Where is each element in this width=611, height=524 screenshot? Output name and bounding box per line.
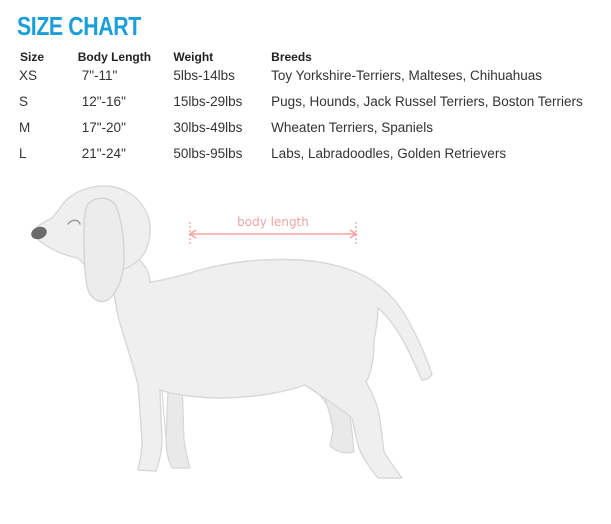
table-row [12, 146, 611, 172]
header-size: Size [20, 50, 45, 64]
cell-breeds: Toy Yorkshire-Terriers, Malteses, Chihuahuas [271, 68, 543, 83]
cell-breeds: Wheaten Terriers, Spaniels [271, 120, 434, 135]
size-chart-table [12, 46, 611, 172]
header-body-length: Body Length [77, 50, 152, 64]
cell-body-length: 7"-11" [81, 68, 118, 83]
cell-weight: 30lbs-49lbs [173, 120, 243, 135]
cell-weight: 15lbs-29lbs [173, 94, 243, 109]
header-weight: Weight [173, 50, 214, 64]
dog-silhouette-icon [0, 170, 611, 519]
table-row [12, 68, 611, 94]
cell-size: S [19, 94, 29, 109]
table-header-row [12, 46, 611, 68]
dog-illustration [0, 170, 611, 519]
table-row [12, 94, 611, 120]
cell-size: L [19, 146, 27, 161]
dog-ear [84, 198, 124, 301]
body-length-label: body length [237, 215, 309, 229]
cell-breeds: Labs, Labradoodles, Golden Retrievers [271, 146, 507, 161]
page-title: SIZE CHART [17, 11, 141, 41]
cell-body-length: 12"-16" [81, 94, 126, 109]
cell-body-length: 21"-24" [81, 146, 126, 161]
cell-breeds: Pugs, Hounds, Jack Russel Terriers, Boston Terriers [271, 94, 583, 109]
dog-body [112, 250, 432, 478]
cell-size: XS [19, 68, 38, 83]
cell-size: M [19, 120, 31, 135]
body-length-measure [190, 215, 356, 246]
table-row [12, 120, 611, 146]
header-breeds: Breeds [271, 50, 312, 64]
cell-body-length: 17"-20" [81, 120, 126, 135]
cell-weight: 50lbs-95lbs [173, 146, 243, 161]
cell-weight: 5lbs-14lbs [173, 68, 235, 83]
